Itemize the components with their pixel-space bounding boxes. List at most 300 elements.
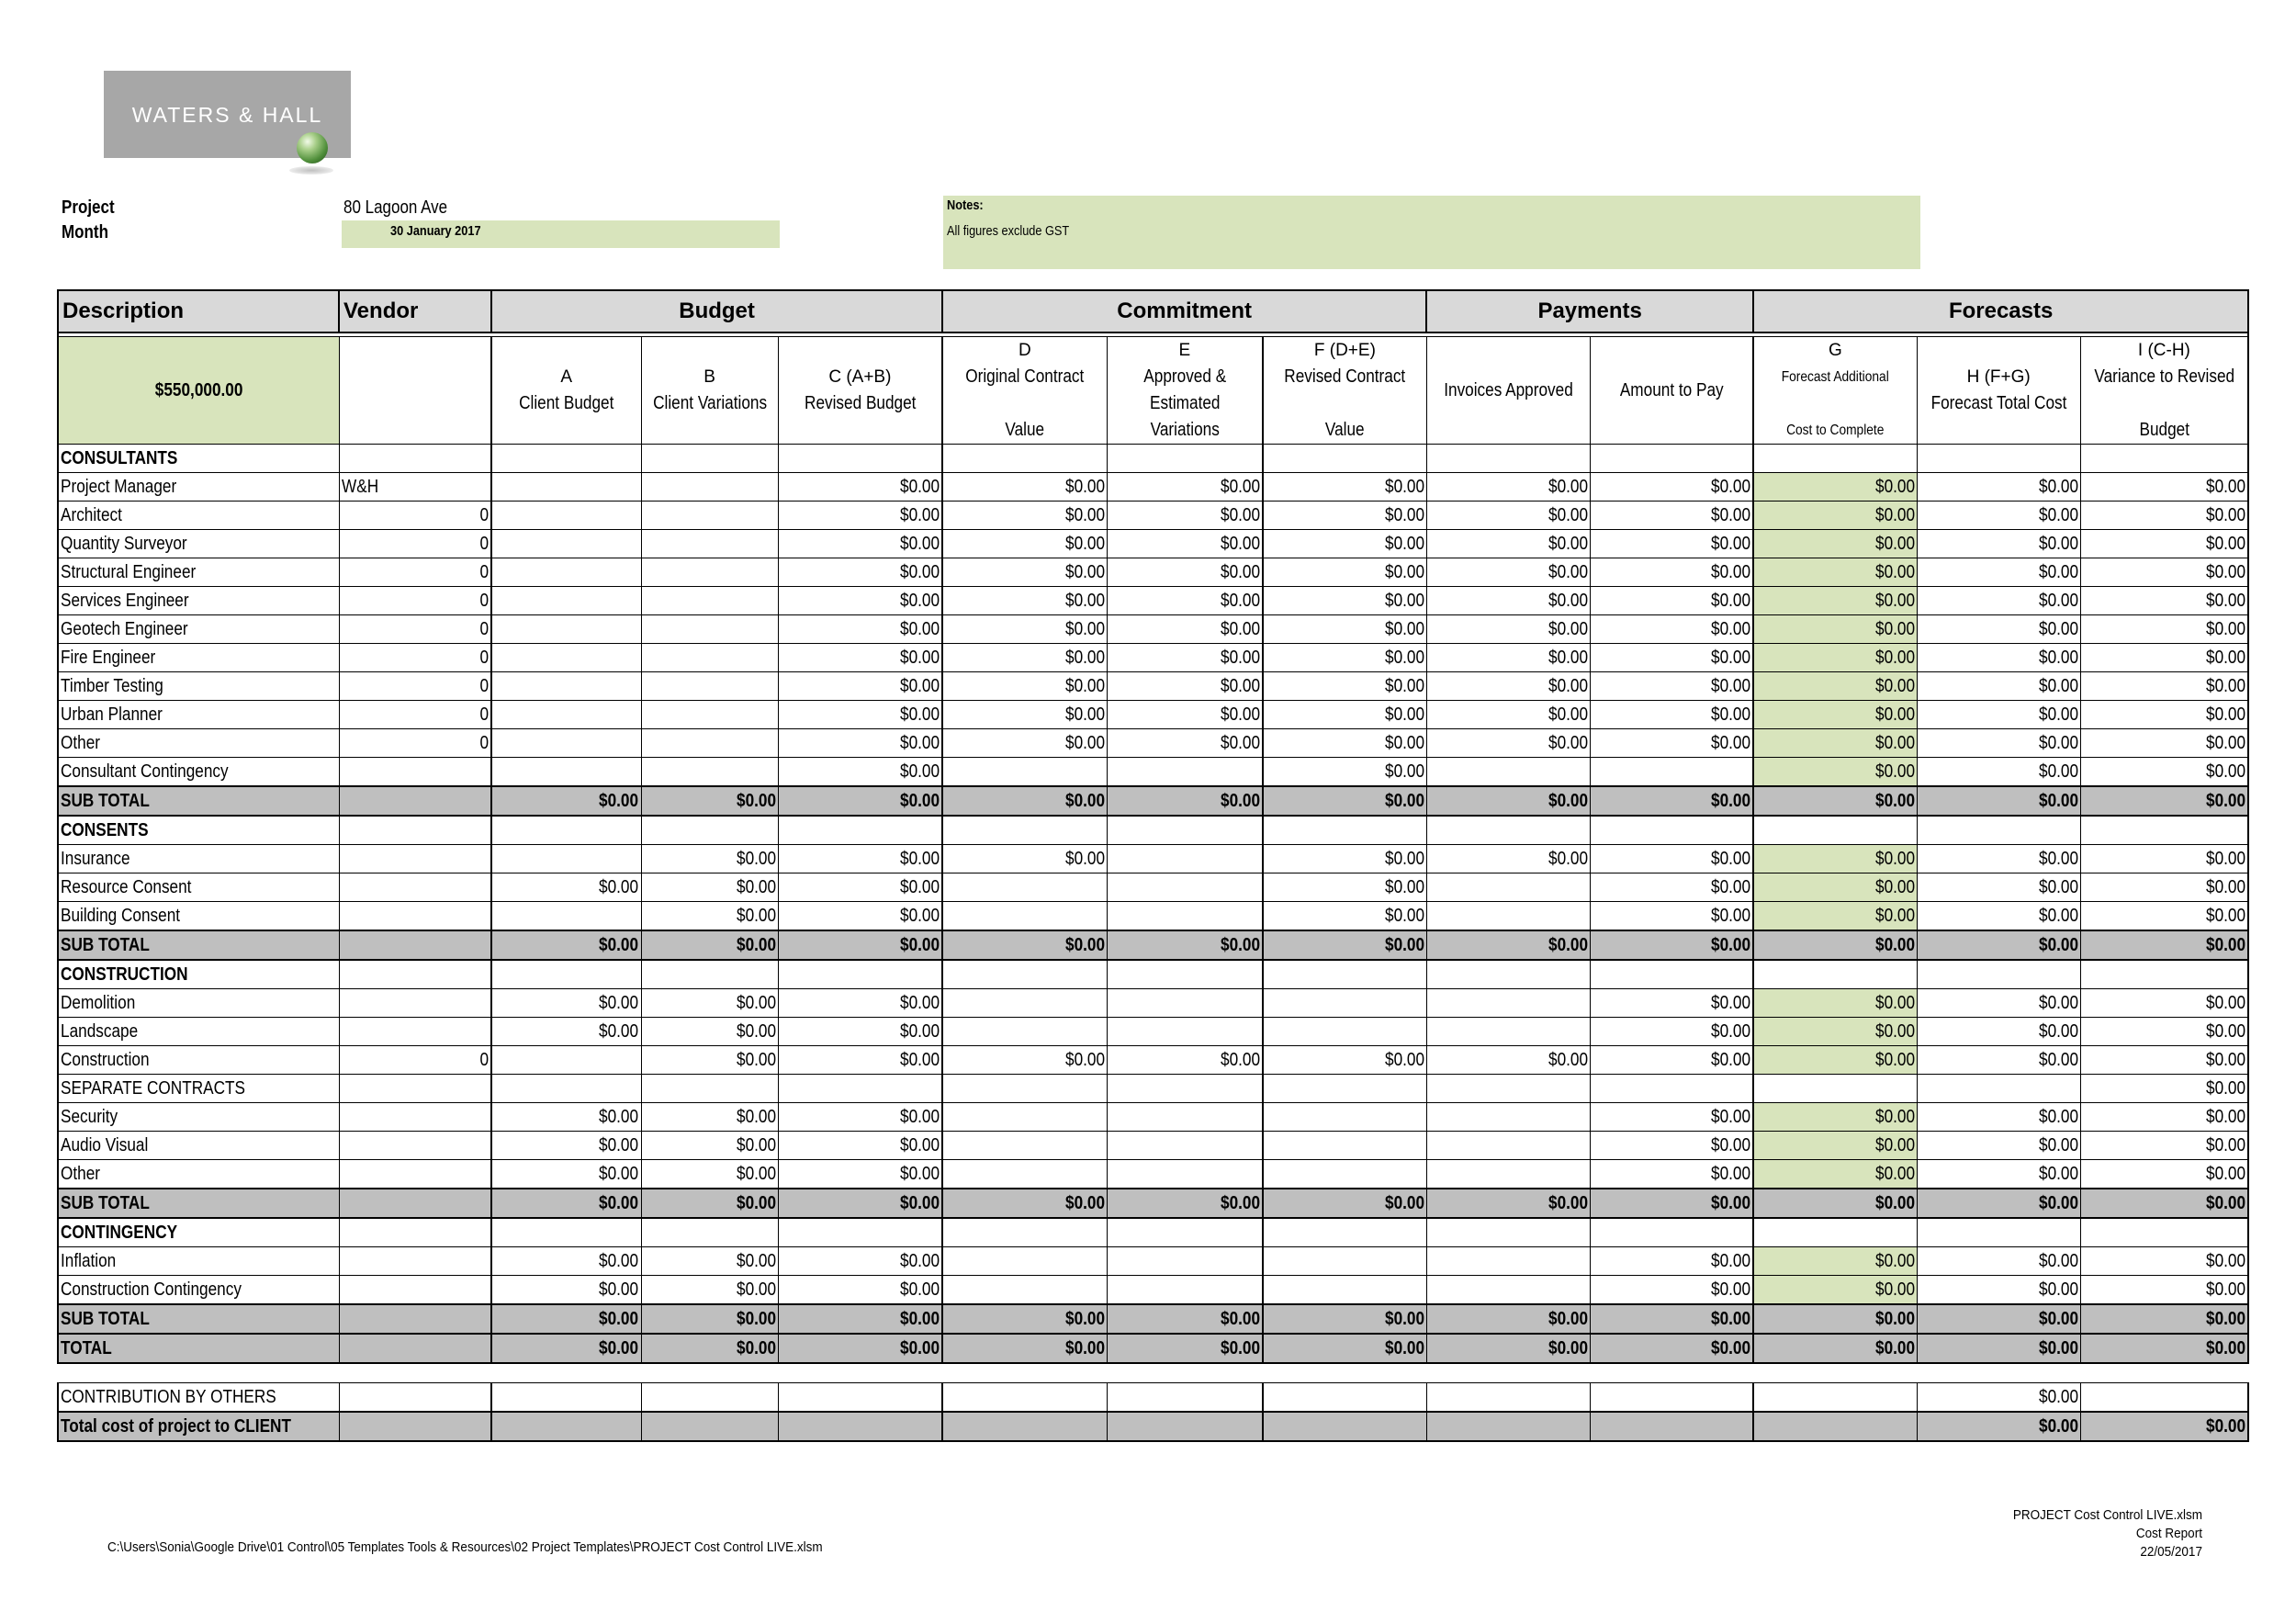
row-description-text: Quantity Surveyor <box>61 534 187 554</box>
row-vendor <box>339 1247 491 1276</box>
row-value <box>641 530 778 558</box>
table-row <box>58 1132 2248 1160</box>
table-row <box>58 758 2248 787</box>
row-value <box>942 816 1107 845</box>
row-value-text: $0.00 <box>1384 648 1424 668</box>
column-header-8 <box>1753 337 1917 445</box>
row-value <box>1917 644 2080 672</box>
row-value <box>1917 1247 2080 1276</box>
row-value <box>1753 845 1917 873</box>
row-value <box>1107 960 1263 989</box>
column-code: A <box>560 367 573 387</box>
row-value-text: $0.00 <box>1384 591 1424 611</box>
row-value <box>1917 502 2080 530</box>
column-label-line <box>1277 390 1412 417</box>
row-value-text: $0.00 <box>1548 648 1588 668</box>
column-label-line: Invoices Approved <box>1443 379 1573 400</box>
column-label-line <box>2094 390 2234 417</box>
row-value <box>1590 701 1753 729</box>
row-description-text: Other <box>61 1164 101 1184</box>
row-vendor <box>339 558 491 587</box>
row-value <box>2080 989 2248 1018</box>
row-value-text: $0.00 <box>1874 676 1915 696</box>
row-value <box>1426 989 1590 1018</box>
row-value-text: $0.00 <box>736 877 776 897</box>
logo-ball-icon <box>297 132 328 163</box>
row-value-text: $0.00 <box>900 1135 940 1155</box>
row-value <box>1590 930 1753 960</box>
row-value-text: $0.00 <box>2206 993 2246 1013</box>
file-name: PROJECT Cost Control LIVE.xlsm <box>2012 1507 2202 1523</box>
row-value-text: $0.00 <box>1064 791 1105 811</box>
row-value <box>1426 1218 1590 1247</box>
row-value-text: $0.00 <box>2206 1050 2246 1070</box>
row-description-text: Demolition <box>61 993 136 1013</box>
row-value <box>2080 930 2248 960</box>
row-value-text: $0.00 <box>2206 619 2246 639</box>
row-description <box>58 845 339 873</box>
row-value-text: $0.00 <box>900 1251 940 1271</box>
row-value <box>1753 1412 1917 1441</box>
row-value-text: $0.00 <box>599 1193 639 1213</box>
row-value <box>1263 1189 1426 1218</box>
row-value <box>2080 1103 2248 1132</box>
row-value <box>491 1383 641 1413</box>
row-value <box>778 960 942 989</box>
row-value-text: $0.00 <box>1384 619 1424 639</box>
row-value <box>1107 1218 1263 1247</box>
row-value-text: $0.00 <box>1548 935 1588 955</box>
report-meta <box>2013 1506 2202 1561</box>
row-vendor <box>339 615 491 644</box>
row-value <box>491 816 641 845</box>
row-value <box>2080 816 2248 845</box>
row-value <box>491 644 641 672</box>
row-vendor <box>339 1018 491 1046</box>
row-value <box>778 729 942 758</box>
row-value <box>1753 873 1917 902</box>
row-value <box>1753 701 1917 729</box>
row-value <box>1917 902 2080 931</box>
row-vendor <box>339 930 491 960</box>
row-value-text: $0.00 <box>2206 704 2246 725</box>
row-value <box>942 1304 1107 1334</box>
row-value-text: $0.00 <box>1548 849 1588 869</box>
row-value <box>1107 1304 1263 1334</box>
row-value <box>1263 1334 1426 1363</box>
row-value <box>1263 1304 1426 1334</box>
row-value-text: $0.00 <box>2206 761 2246 782</box>
row-value-text: $0.00 <box>1874 1279 1915 1300</box>
row-value <box>1263 1018 1426 1046</box>
row-value <box>1426 1103 1590 1132</box>
table-row <box>58 701 2248 729</box>
row-value-text: $0.00 <box>1064 704 1105 725</box>
row-value-text: $0.00 <box>1874 733 1915 753</box>
row-value <box>1107 1132 1263 1160</box>
row-value <box>1917 1334 2080 1363</box>
row-value <box>491 873 641 902</box>
row-value <box>1753 1103 1917 1132</box>
row-vendor <box>339 960 491 989</box>
row-value <box>1753 1383 1917 1413</box>
row-value-text: $0.00 <box>1064 534 1105 554</box>
row-value-text: $0.00 <box>1064 648 1105 668</box>
row-value <box>2080 1018 2248 1046</box>
row-value <box>778 902 942 931</box>
row-value-text: $0.00 <box>736 1251 776 1271</box>
row-value-text: $0.00 <box>736 1021 776 1042</box>
row-value-text: $0.00 <box>2206 505 2246 525</box>
row-value <box>1590 1132 1753 1160</box>
row-value <box>491 845 641 873</box>
row-value <box>1263 701 1426 729</box>
row-value <box>641 729 778 758</box>
row-value <box>2080 1218 2248 1247</box>
row-vendor <box>339 502 491 530</box>
row-value <box>491 1304 641 1334</box>
row-value <box>942 1160 1107 1189</box>
row-value-text: $0.00 <box>900 704 940 725</box>
row-value-text: $0.00 <box>1064 505 1105 525</box>
row-value-text: $0.00 <box>1711 1164 1751 1184</box>
row-value <box>641 902 778 931</box>
row-value <box>2080 1276 2248 1305</box>
row-value-text: $0.00 <box>2038 1338 2078 1358</box>
row-value-text: $0.00 <box>2206 562 2246 582</box>
row-description <box>58 1276 339 1305</box>
row-value <box>1107 1160 1263 1189</box>
row-value-text: $0.00 <box>900 1309 940 1329</box>
row-value <box>1917 1103 2080 1132</box>
row-value <box>1263 1132 1426 1160</box>
table-row <box>58 729 2248 758</box>
row-value-text: $0.00 <box>900 562 940 582</box>
notes-field[interactable] <box>943 196 1920 269</box>
row-description <box>58 1046 339 1075</box>
row-description <box>58 1247 339 1276</box>
row-value-text: $0.00 <box>2038 704 2078 725</box>
column-label-line <box>1767 390 1903 417</box>
row-description-text: CONSENTS <box>61 820 149 840</box>
row-value <box>491 672 641 701</box>
client-total-row <box>58 1412 2248 1441</box>
row-value <box>1917 558 2080 587</box>
row-description <box>58 1132 339 1160</box>
row-value-text: $0.00 <box>2038 906 2078 926</box>
row-value <box>641 1103 778 1132</box>
row-value-text: $0.00 <box>736 1050 776 1070</box>
row-vendor <box>339 873 491 902</box>
row-value <box>942 786 1107 816</box>
row-value-text: $0.00 <box>1384 1309 1424 1329</box>
row-description-text: SUB TOTAL <box>61 1309 150 1329</box>
row-value <box>1917 729 2080 758</box>
row-value <box>1753 1160 1917 1189</box>
row-value <box>1917 1018 2080 1046</box>
row-value-text: $0.00 <box>1874 877 1915 897</box>
row-value-text: $0.00 <box>1221 704 1261 725</box>
row-value-text: $0.00 <box>1384 791 1424 811</box>
row-value <box>1263 729 1426 758</box>
column-label-line: Revised Budget <box>804 393 917 413</box>
row-value-text: $0.00 <box>1711 1309 1751 1329</box>
report-date: 22/05/2017 <box>2140 1544 2202 1560</box>
section-row <box>58 1218 2248 1247</box>
table-row <box>58 873 2248 902</box>
row-value <box>1590 473 1753 502</box>
row-value <box>1917 530 2080 558</box>
row-vendor <box>339 1276 491 1305</box>
row-value-text: $0.00 <box>900 849 940 869</box>
row-value <box>778 558 942 587</box>
row-value <box>1590 1304 1753 1334</box>
row-value <box>641 587 778 615</box>
table-row <box>58 1046 2248 1075</box>
row-value-text: $0.00 <box>1064 676 1105 696</box>
row-value <box>1590 1018 1753 1046</box>
row-value-text: $0.00 <box>2038 1021 2078 1042</box>
row-value <box>942 989 1107 1018</box>
row-value <box>1917 1276 2080 1305</box>
section-row <box>58 445 2248 473</box>
row-vendor <box>339 729 491 758</box>
column-header-0 <box>491 337 641 445</box>
row-value-text: $0.00 <box>1221 591 1261 611</box>
row-value <box>491 1160 641 1189</box>
row-value <box>1426 930 1590 960</box>
row-value-text: $0.00 <box>1711 534 1751 554</box>
row-value <box>1426 873 1590 902</box>
row-value <box>1590 644 1753 672</box>
row-value-text: $0.00 <box>1548 619 1588 639</box>
row-value-text: $0.00 <box>1221 1193 1261 1213</box>
column-label-line: Forecast Total Cost <box>1930 393 2067 413</box>
row-value <box>778 644 942 672</box>
row-description <box>58 530 339 558</box>
row-description-text: CONSULTANTS <box>61 448 178 468</box>
row-description-text: Construction Contingency <box>61 1279 242 1300</box>
row-value-text: $0.00 <box>1221 791 1261 811</box>
row-value <box>1590 1383 1753 1413</box>
row-vendor <box>339 989 491 1018</box>
row-value <box>2080 587 2248 615</box>
row-value <box>1426 1304 1590 1334</box>
row-value-text: $0.00 <box>1384 906 1424 926</box>
row-value-text: $0.00 <box>2206 648 2246 668</box>
row-value <box>1917 960 2080 989</box>
row-value <box>1753 445 1917 473</box>
row-value <box>491 502 641 530</box>
row-value <box>2080 1412 2248 1441</box>
row-value <box>778 758 942 787</box>
row-value <box>641 1247 778 1276</box>
column-label-line: Value <box>1005 420 1045 440</box>
row-value <box>1263 558 1426 587</box>
column-label-line: Estimated <box>1149 393 1221 413</box>
row-value-text: $0.00 <box>2038 562 2078 582</box>
row-value <box>942 1247 1107 1276</box>
row-value <box>942 1383 1107 1413</box>
month-label: Month <box>62 222 108 242</box>
row-value <box>942 558 1107 587</box>
row-description <box>58 816 339 845</box>
row-value-text: $0.00 <box>1874 993 1915 1013</box>
row-value <box>778 1276 942 1305</box>
row-value <box>1917 989 2080 1018</box>
row-value <box>1107 1247 1263 1276</box>
row-value <box>2080 1334 2248 1363</box>
row-value <box>1753 1304 1917 1334</box>
row-value <box>1426 1018 1590 1046</box>
row-value-text: $0.00 <box>2206 1107 2246 1127</box>
row-description <box>58 1304 339 1334</box>
row-value-text: $0.00 <box>1064 591 1105 611</box>
row-value <box>1753 1218 1917 1247</box>
row-value-text: $0.00 <box>2038 935 2078 955</box>
row-vendor-text: 0 <box>479 534 489 554</box>
row-value-text: $0.00 <box>2038 1416 2078 1437</box>
row-value-text: $0.00 <box>900 1164 940 1184</box>
row-value <box>1590 1412 1753 1441</box>
row-value-text: $0.00 <box>900 877 940 897</box>
row-value <box>1753 1018 1917 1046</box>
row-value-text: $0.00 <box>1711 1021 1751 1042</box>
row-description <box>58 1334 339 1363</box>
row-value-text: $0.00 <box>1221 534 1261 554</box>
row-value-text: $0.00 <box>900 935 940 955</box>
row-value-text: $0.00 <box>2038 733 2078 753</box>
row-value <box>778 1132 942 1160</box>
row-value <box>641 1189 778 1218</box>
row-value <box>1263 1046 1426 1075</box>
row-value-text: $0.00 <box>1548 562 1588 582</box>
row-value <box>778 1103 942 1132</box>
row-value-text: $0.00 <box>2206 1416 2246 1437</box>
row-value <box>1107 1075 1263 1103</box>
row-value-text: $0.00 <box>1384 1338 1424 1358</box>
row-value-text: $0.00 <box>1384 505 1424 525</box>
row-value <box>2080 672 2248 701</box>
row-value-text: $0.00 <box>1064 849 1105 869</box>
row-value-text: $0.00 <box>2206 935 2246 955</box>
row-value <box>1426 1132 1590 1160</box>
row-value-text: $0.00 <box>1874 562 1915 582</box>
row-value-text: $0.00 <box>900 791 940 811</box>
row-value <box>1263 845 1426 873</box>
row-value <box>491 1218 641 1247</box>
row-value <box>778 1046 942 1075</box>
row-value-text: $0.00 <box>1711 906 1751 926</box>
row-value <box>1753 473 1917 502</box>
row-value <box>1107 873 1263 902</box>
row-description <box>58 786 339 816</box>
row-value-text: $0.00 <box>2206 1078 2246 1099</box>
row-value-text: $0.00 <box>2038 877 2078 897</box>
row-value <box>1917 701 2080 729</box>
row-description <box>58 502 339 530</box>
row-value <box>491 758 641 787</box>
row-vendor <box>339 786 491 816</box>
row-value <box>1917 786 2080 816</box>
row-value <box>641 672 778 701</box>
row-value-text: $0.00 <box>1064 1193 1105 1213</box>
row-value-text: $0.00 <box>1221 562 1261 582</box>
row-value <box>1107 530 1263 558</box>
row-value-text: $0.00 <box>900 1193 940 1213</box>
row-value <box>1426 644 1590 672</box>
row-description <box>58 1218 339 1247</box>
row-vendor-text: 0 <box>479 505 489 525</box>
row-value <box>641 930 778 960</box>
row-value <box>1917 587 2080 615</box>
row-description-text: Structural Engineer <box>61 562 197 582</box>
row-value <box>491 729 641 758</box>
row-value-text: $0.00 <box>900 477 940 497</box>
row-value-text: $0.00 <box>1874 477 1915 497</box>
row-vendor <box>339 1046 491 1075</box>
row-value-text: $0.00 <box>1548 791 1588 811</box>
row-vendor <box>339 701 491 729</box>
row-value <box>641 445 778 473</box>
row-vendor-text: 0 <box>479 676 489 696</box>
row-value-text: $0.00 <box>1711 1251 1751 1271</box>
row-value <box>778 1189 942 1218</box>
subtotal-row <box>58 930 2248 960</box>
row-description-text: SUB TOTAL <box>61 791 150 811</box>
column-header-2 <box>778 337 942 445</box>
row-value <box>1263 644 1426 672</box>
row-vendor-text: 0 <box>479 733 489 753</box>
row-description <box>58 701 339 729</box>
row-value <box>942 1132 1107 1160</box>
row-value-text: $0.00 <box>2038 1387 2078 1407</box>
row-value-text: $0.00 <box>736 906 776 926</box>
row-description-text: Services Engineer <box>61 591 189 611</box>
row-vendor <box>339 1412 491 1441</box>
row-value <box>641 1383 778 1413</box>
row-value-text: $0.00 <box>2206 591 2246 611</box>
row-value <box>942 587 1107 615</box>
row-value-text: $0.00 <box>900 1021 940 1042</box>
logo-text: WATERS & HALL <box>131 103 323 127</box>
table-row <box>58 502 2248 530</box>
row-value-text: $0.00 <box>1384 1193 1424 1213</box>
row-value <box>1590 960 1753 989</box>
row-value <box>778 1218 942 1247</box>
row-value-text: $0.00 <box>1548 1050 1588 1070</box>
row-value <box>1753 786 1917 816</box>
row-vendor <box>339 902 491 931</box>
logo-shadow <box>289 166 333 175</box>
row-value-text: $0.00 <box>2038 648 2078 668</box>
row-description-text: CONSTRUCTION <box>61 964 188 985</box>
row-value-text: $0.00 <box>736 1309 776 1329</box>
row-description <box>58 1075 339 1103</box>
row-value-text: $0.00 <box>1384 935 1424 955</box>
row-value-text: $0.00 <box>1384 676 1424 696</box>
row-value <box>1590 1103 1753 1132</box>
table-row <box>58 1103 2248 1132</box>
row-value <box>491 989 641 1018</box>
row-value <box>1753 502 1917 530</box>
row-value <box>1917 1383 2080 1413</box>
row-value <box>1107 729 1263 758</box>
row-description-text: Geotech Engineer <box>61 619 188 639</box>
row-value-text: $0.00 <box>900 1279 940 1300</box>
row-value <box>1590 502 1753 530</box>
row-description <box>58 1160 339 1189</box>
